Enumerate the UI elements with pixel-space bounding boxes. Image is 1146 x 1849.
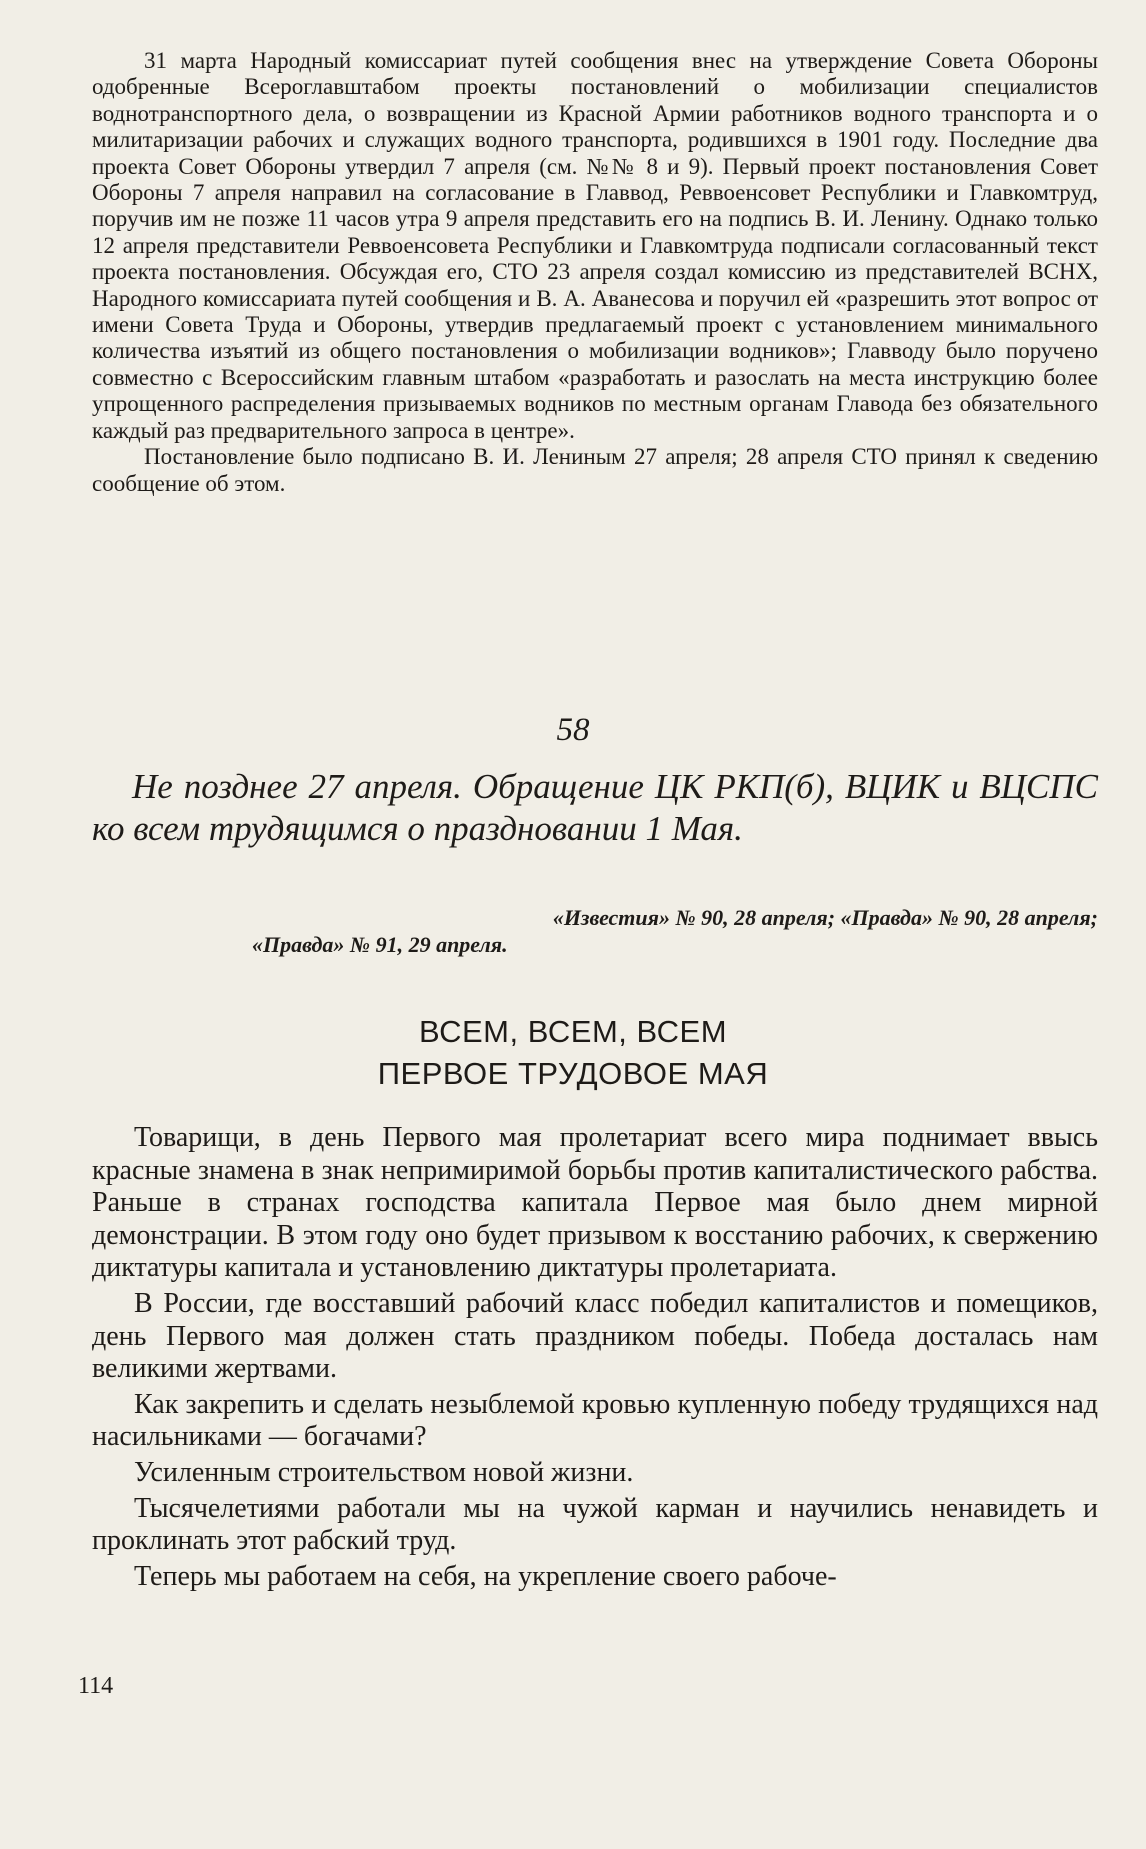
appeal-body — [92, 1122, 1098, 1596]
body-paragraph: Тысячелетиями работали мы на чужой карман и научились ненавидеть и проклинать этот рабский труд. — [92, 1492, 1098, 1557]
body-paragraph: Усиленным строительством новой жизни. — [134, 1456, 634, 1488]
body-paragraph: Теперь мы работаем на себя, на укрепление своего рабоче- — [134, 1560, 837, 1592]
note-paragraph: Постановление было подписано В. И. Лениным 27 апреля; 28 апреля СТО принял к сведению сообщение об этом. — [92, 444, 1098, 496]
appeal-heading — [0, 1011, 1146, 1095]
note-paragraph: 31 марта Народный комиссариат путей сообщения внес на утверждение Совета Обороны одобренные Всероглавштабом проекты постановлений о мобилизации специалистов воднотранспортного дела, о возвращении из Красной Армии работников водного транспорта и о милитаризации рабочих и служащих водного транспорта, родившихся в 1901 году. Последние два проекта Совет Обороны утвердил 7 апреля (см. №№ 8 и 9). Первый проект постановления Совет Обороны 7 апреля направил на согласование в Главвод, Реввоенсовет Республики и Главкомтруд, поручив им не позже 11 часов утра 9 апреля представить его на подпись В. И. Ленину. Однако только 12 апреля представители Реввоенсовета Республики и Главкомтруда подписали согласованный текст проекта постановления. Обсуждая его, СТО 23 апреля создал комиссию из представителей ВСНХ, Народного комиссариата путей сообщения и В. А. Аванесова и поручил ей «разрешить этот вопрос от имени Совета Труда и Обороны, утвердив предлагаемый проект с установлением минимального количества изъятий из общего постановления о мобилизации водников»; Главводу было поручено совместно с Всероссийским главным штабом «разработать и разослать на места инструкцию более упрощенного распределения призываемых водников по местным органам Главода без обязательного каждый раз предварительного запроса в центре». — [92, 48, 1098, 443]
source-line: «Известия» № 90, 28 апреля; «Правда» № 90, 28 апреля; — [552, 905, 1098, 930]
page-number: 114 — [78, 1673, 114, 1699]
source-line: «Правда» № 91, 29 апреля. — [252, 932, 508, 957]
document-number: 58 — [556, 712, 590, 748]
body-paragraph: Как закрепить и сделать незыблемой кровью купленную победу трудящихся над насильниками — богачами? — [92, 1388, 1098, 1453]
document-title: Не позднее 27 апреля. Обращение ЦК РКП(б), ВЦИК и ВЦСПС ко всем трудящимся о праздновании 1 Мая. — [92, 767, 1098, 848]
commentary-note — [92, 48, 1098, 497]
body-paragraph: В России, где восставший рабочий класс победил капиталистов и помещиков, день Первого мая должен стать праздником победы. Победа досталась нам великими жертвами. — [92, 1287, 1098, 1385]
source-citation — [92, 904, 1098, 958]
body-paragraph: Товарищи, в день Первого мая пролетариат всего мира поднимает ввысь красные знамена в знак непримиримой борьбы против капиталистического рабства. Раньше в странах господства капитала Первое мая было днем мирной демонстрации. В этом году оно будет призывом к восстанию рабочих, к свержению диктатуры капитала и установлению диктатуры пролетариата. — [92, 1122, 1098, 1284]
heading-line: ПЕРВОЕ ТРУДОВОЕ МАЯ — [377, 1056, 769, 1091]
heading-line: ВСЕМ, ВСЕМ, ВСЕМ — [418, 1014, 728, 1049]
